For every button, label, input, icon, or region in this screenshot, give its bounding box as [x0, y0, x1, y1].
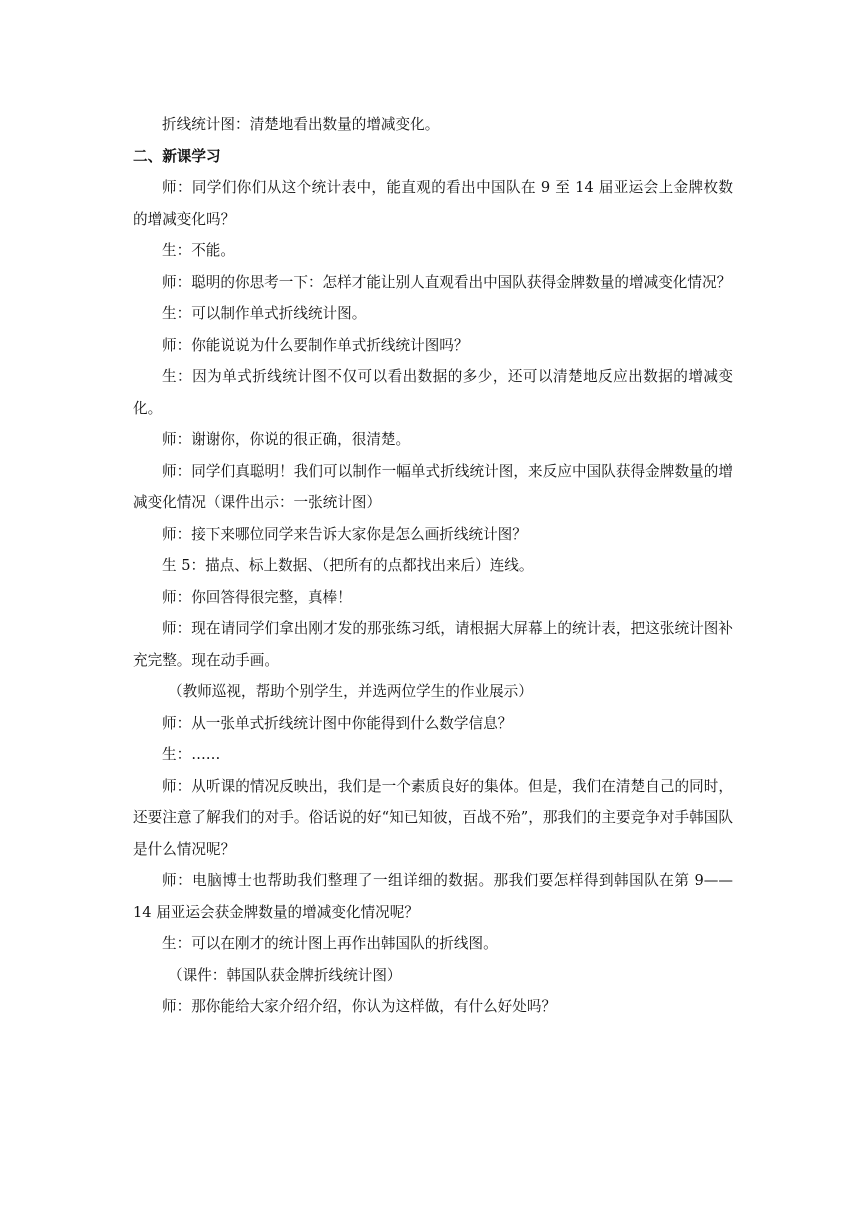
paragraph: 生：……	[162, 746, 221, 763]
paragraph: 师：从一张单式折线统计图中你能得到什么数学信息？	[162, 714, 513, 732]
paragraph: 师：那你能给大家介绍介绍，你认为这样做，有什么好处吗？	[162, 998, 557, 1015]
paragraph: 师：接下来哪位同学来告诉大家你是怎么画折线统计图？	[162, 525, 527, 543]
paragraph: 师：现在请同学们拿出刚才发的那张练习纸，请根据大屏幕上的统计表，把这张统计图补充完整。现在动手画。	[133, 620, 733, 669]
paragraph: 生：不能。	[162, 242, 235, 259]
paragraph: （课件：韩国队获金牌折线统计图）	[168, 966, 402, 984]
section-heading: 二、新课学习	[133, 147, 221, 165]
paragraph: 师：谢谢你，你说的很正确，很清楚。	[162, 431, 411, 448]
paragraph: 师：同学们你们从这个统计表中，能直观的看出中国队在 9 至 14 届亚运会上金牌枚数的增减变化吗？	[133, 179, 733, 228]
paragraph: 师：你回答得很完整，真棒！	[162, 588, 352, 606]
paragraph: 生：因为单式折线统计图不仅可以看出数据的多少，还可以清楚地反应出数据的增减变化。	[133, 368, 733, 417]
paragraph: 生：可以在刚才的统计图上再作出韩国队的折线图。	[162, 935, 498, 952]
paragraph: 生：可以制作单式折线统计图。	[162, 305, 367, 322]
paragraph: 生 5：描点、标上数据、（把所有的点都找出来后）连线。	[162, 557, 534, 574]
paragraph: 师：从听课的情况反映出，我们是一个素质良好的集体。但是，我们在清楚自己的同时，还要注意了解我们的对手。俗话说的好“知已知彼，百战不殆”，那我们的主要竞争对手韩国队是什么情况呢？	[133, 777, 733, 858]
paragraph: 师：聪明的你思考一下：怎样才能让别人直观看出中国队获得金牌数量的增减变化情况？	[162, 273, 732, 291]
paragraph: 师：电脑博士也帮助我们整理了一组详细的数据。那我们要怎样得到韩国队在第 9——14 届亚运会获金牌数量的增减变化情况呢？	[133, 872, 733, 921]
paragraph: 师：同学们真聪明！我们可以制作一幅单式折线统计图，来反应中国队获得金牌数量的增减变化情况（课件出示：一张统计图）	[133, 462, 733, 511]
paragraph: 折线统计图：清楚地看出数量的增减变化。	[162, 116, 440, 133]
paragraph: （教师巡视，帮助个别学生，并选两位学生的作业展示）	[168, 683, 533, 700]
document-body	[133, 109, 733, 1023]
paragraph: 师：你能说说为什么要制作单式折线统计图吗？	[162, 336, 469, 354]
